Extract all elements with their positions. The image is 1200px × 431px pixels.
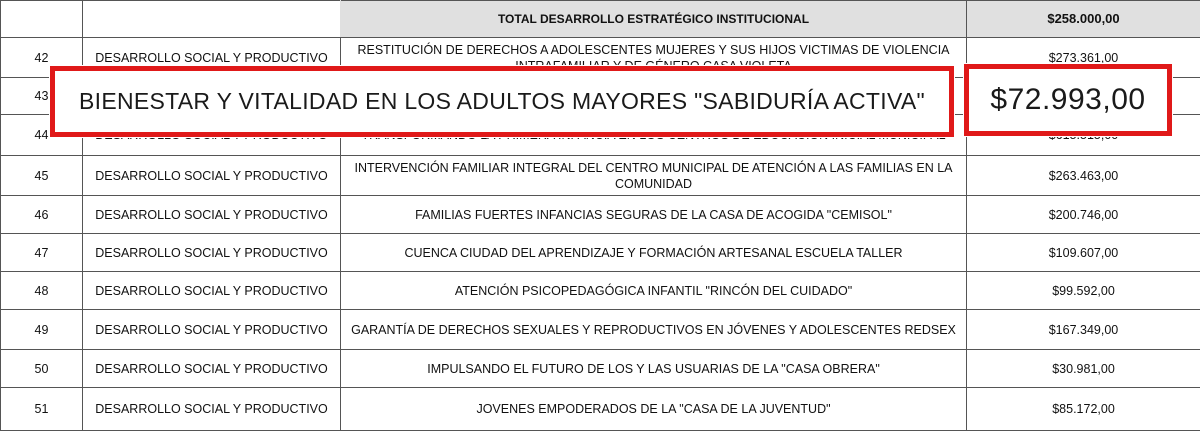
row-number: 51: [1, 388, 83, 431]
row-number: 46: [1, 196, 83, 234]
row-project: GARANTÍA DE DERECHOS SEXUALES Y REPRODUCTIVOS EN JÓVENES Y ADOLESCENTES REDSEX: [341, 310, 967, 350]
row-area: DESARROLLO SOCIAL Y PRODUCTIVO: [83, 272, 341, 310]
row-area: DESARROLLO SOCIAL Y PRODUCTIVO: [83, 196, 341, 234]
row-amount: $30.981,00: [967, 350, 1200, 388]
table-row: [1, 310, 1200, 350]
row-amount: $99.592,00: [967, 272, 1200, 310]
row-project: INTERVENCIÓN FAMILIAR INTEGRAL DEL CENTRO MUNICIPAL DE ATENCIÓN A LAS FAMILIAS EN LA COMUNIDAD: [341, 156, 967, 196]
row-project: CUENCA CIUDAD DEL APRENDIZAJE Y FORMACIÓN ARTESANAL ESCUELA TALLER: [341, 234, 967, 272]
row-project: IMPULSANDO EL FUTURO DE LOS Y LAS USUARIAS DE LA "CASA OBRERA": [341, 350, 967, 388]
row-amount: $109.607,00: [967, 234, 1200, 272]
row-area: DESARROLLO SOCIAL Y PRODUCTIVO: [83, 234, 341, 272]
table-row: [1, 196, 1200, 234]
total-row: [1, 1, 1200, 38]
table-row: [1, 350, 1200, 388]
table-row: [1, 156, 1200, 196]
row-amount: $167.349,00: [967, 310, 1200, 350]
row-number: 47: [1, 234, 83, 272]
row-number: 48: [1, 272, 83, 310]
highlight-amount: $72.993,00: [990, 83, 1145, 117]
row-number: 49: [1, 310, 83, 350]
row-number: 42: [1, 38, 83, 78]
total-blank-cell-2: [83, 1, 341, 38]
row-area: DESARROLLO SOCIAL Y PRODUCTIVO: [83, 156, 341, 196]
row-area: DESARROLLO SOCIAL Y PRODUCTIVO: [83, 310, 341, 350]
table-row: [1, 388, 1200, 431]
row-number: 43: [1, 78, 83, 115]
row-amount: $200.746,00: [967, 196, 1200, 234]
row-project: FAMILIAS FUERTES INFANCIAS SEGURAS DE LA CASA DE ACOGIDA "CEMISOL": [341, 196, 967, 234]
row-area: DESARROLLO SOCIAL Y PRODUCTIVO: [83, 38, 341, 78]
row-number: 44: [1, 115, 83, 156]
total-blank-cell: [1, 1, 83, 38]
row-project: ATENCIÓN PSICOPEDAGÓGICA INFANTIL "RINCÓN DEL CUIDADO": [341, 272, 967, 310]
row-project: RESTITUCIÓN DE DERECHOS A ADOLESCENTES MUJERES Y SUS HIJOS VICTIMAS DE VIOLENCIA: [341, 38, 967, 78]
highlight-title: BIENESTAR Y VITALIDAD EN LOS ADULTOS MAYORES "SABIDURÍA ACTIVA": [79, 88, 925, 115]
total-label: TOTAL DESARROLLO ESTRATÉGICO INSTITUCIONAL: [341, 1, 967, 38]
highlight-amount-box: [964, 64, 1172, 136]
row-amount: $85.172,00: [967, 388, 1200, 431]
row-area: DESARROLLO SOCIAL Y PRODUCTIVO: [83, 350, 341, 388]
row-number: 45: [1, 156, 83, 196]
row-amount: $263.463,00: [967, 156, 1200, 196]
table-row: [1, 234, 1200, 272]
highlight-title-box: [50, 66, 954, 137]
row-amount: $273.361,00: [967, 38, 1200, 78]
total-amount: $258.000,00: [967, 1, 1200, 38]
row-area: DESARROLLO SOCIAL Y PRODUCTIVO: [83, 388, 341, 431]
row-project: JOVENES EMPODERADOS DE LA "CASA DE LA JUVENTUD": [341, 388, 967, 431]
table-row: [1, 272, 1200, 310]
row-number: 50: [1, 350, 83, 388]
